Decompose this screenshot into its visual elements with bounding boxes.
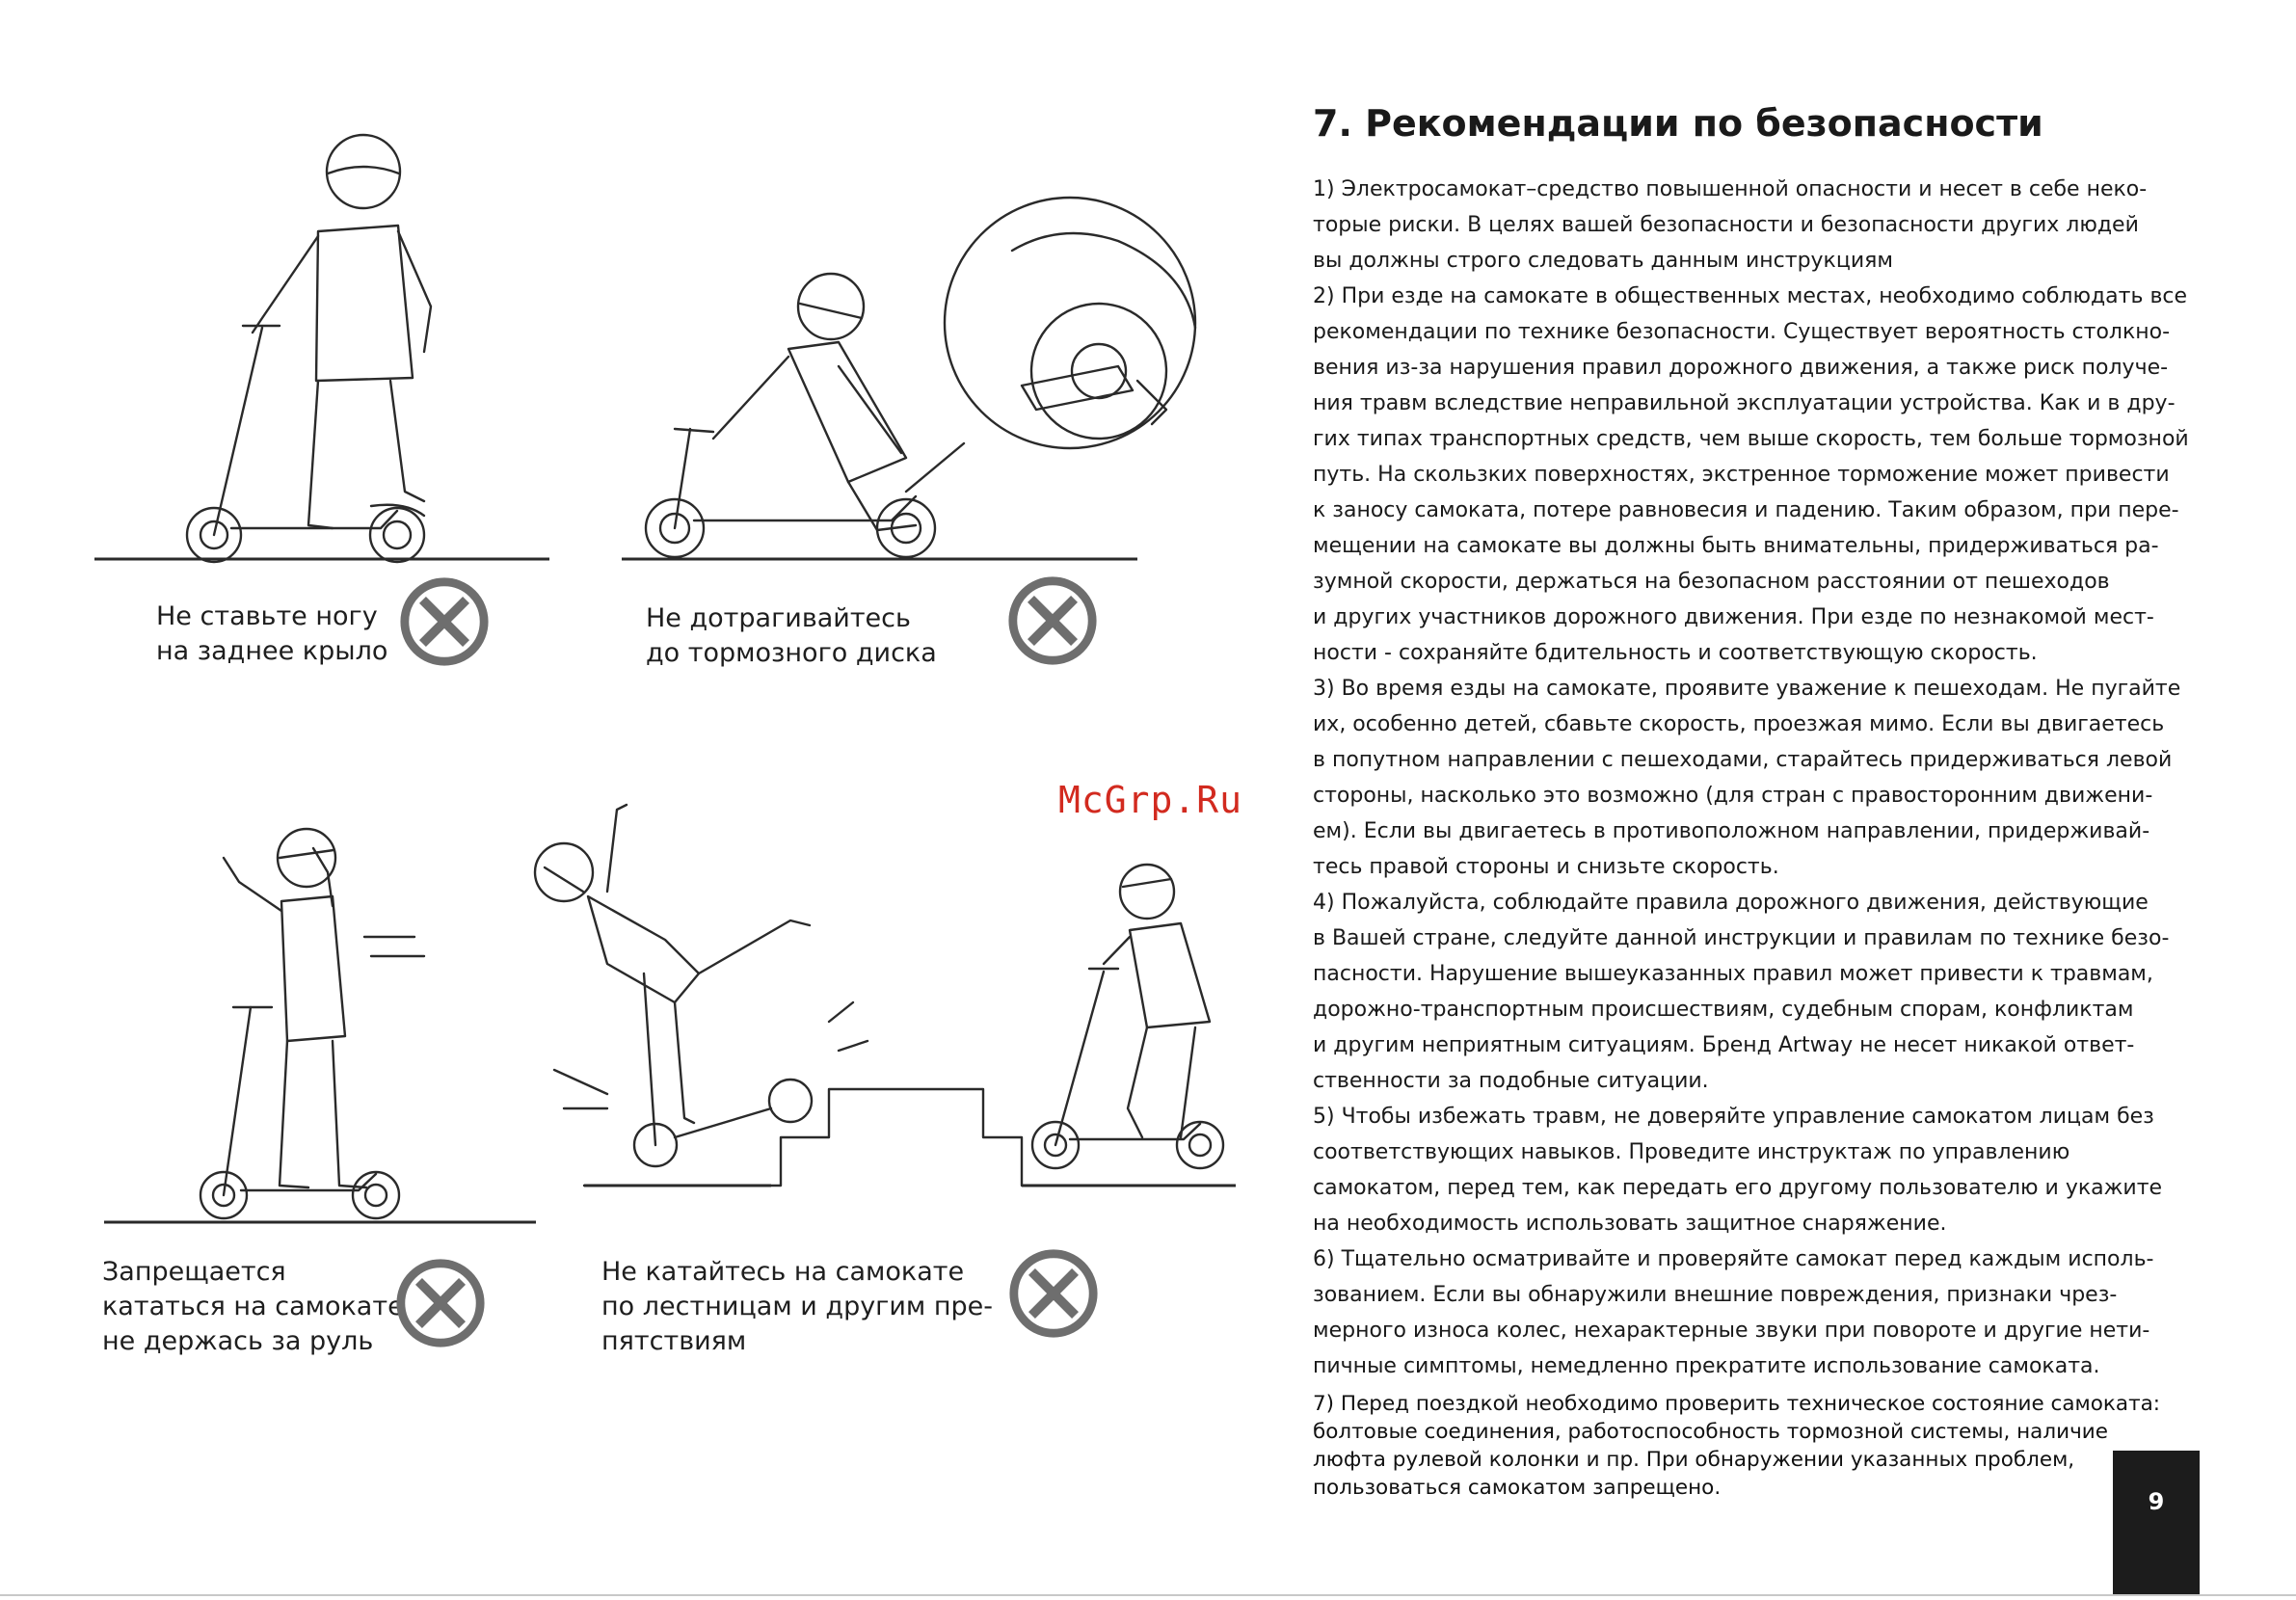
caption-line: Не катайтесь на самокате <box>601 1257 965 1287</box>
body-line: к заносу самоката, потере равновесия и падению. Таким образом, при пере- <box>1313 498 2179 522</box>
prohibited-icon <box>393 1256 488 1350</box>
body-line: пичные симптомы, немедленно прекратите использование самоката. <box>1313 1354 2100 1378</box>
body-line: и другим неприятным ситуациям. Бренд Artway не несет никакой ответ- <box>1313 1033 2135 1057</box>
caption-line: по лестницам и другим пре- <box>601 1292 994 1321</box>
page-number: 9 <box>2113 1451 2200 1596</box>
body-line: пользоваться самокатом запрещено. <box>1313 1476 1722 1500</box>
body-line: ственности за подобные ситуации. <box>1313 1069 1709 1093</box>
body-line: ем). Если вы двигаетесь в противоположном направлении, придерживай- <box>1313 819 2150 843</box>
illustration-stairs <box>535 805 1223 1186</box>
body-line: 3) Во время езды на самокате, проявите уважение к пешеходам. Не пугайте <box>1313 677 2181 701</box>
body-line: зумной скорости, держаться на безопасном расстоянии от пешеходов <box>1313 570 2110 594</box>
body-line: соответствующих навыков. Проведите инструктаж по управлению <box>1313 1140 2070 1164</box>
safety-section <box>1313 96 2189 1502</box>
caption-line: на заднее крыло <box>156 636 388 666</box>
caption-line: пятствиям <box>601 1326 747 1356</box>
body-line: и других участников дорожного движения. При езде по незнакомой мест- <box>1313 605 2154 629</box>
body-line: гих типах транспортных средств, чем выше скорость, тем больше тормозной <box>1313 427 2189 451</box>
prohibited-icon <box>1006 1246 1101 1341</box>
body-line: ности - сохраняйте бдительность и соответствующую скорость. <box>1313 641 2038 665</box>
caption-line: Запрещается <box>102 1257 286 1287</box>
illustration-brake-disc <box>646 198 1195 557</box>
body-line: зованием. Если вы обнаружили внешние повреждения, признаки чрез- <box>1313 1283 2118 1307</box>
caption-line: Не ставьте ногу <box>156 601 378 631</box>
body-line: вы должны строго следовать данным инструкциям <box>1313 249 1893 273</box>
body-line: болтовые соединения, работоспособность тормозной системы, наличие <box>1313 1420 2108 1444</box>
caption-no-hands <box>102 1255 404 1359</box>
section-last-paragraph <box>1313 1390 2180 1502</box>
body-line: 1) Электросамокат–средство повышенной опасности и несет в себе неко- <box>1313 177 2148 201</box>
body-line: 6) Тщательно осматривайте и проверяйте самокат перед каждым исполь- <box>1313 1247 2154 1271</box>
illustration-no-hands <box>200 829 424 1218</box>
body-line: 4) Пожалуйста, соблюдайте правила дорожного движения, действующие <box>1313 891 2149 915</box>
body-line: их, особенно детей, сбавьте скорость, проезжая мимо. Если вы двигаетесь <box>1313 712 2165 736</box>
caption-foot-on-fender <box>156 600 387 669</box>
body-line: тесь правой стороны и снизьте скорость. <box>1313 855 1779 879</box>
body-line: мерного износа колес, нехарактерные звуки при повороте и другие нети- <box>1313 1319 2150 1343</box>
prohibited-icon <box>397 574 492 669</box>
body-line: самокатом, перед тем, как передать его другому пользователю и укажите <box>1313 1176 2163 1200</box>
body-line: на необходимость использовать защитное снаряжение. <box>1313 1212 1947 1236</box>
body-line: путь. На скользких поверхностях, экстренное торможение может привести <box>1313 463 2170 487</box>
body-line: люфта рулевой колонки и пр. При обнаружении указанных проблем, <box>1313 1448 2075 1472</box>
body-line: стороны, насколько это возможно (для стран с правосторонним движени- <box>1313 784 2153 808</box>
body-line: рекомендации по технике безопасности. Существует вероятность столкно- <box>1313 320 2171 344</box>
body-line: пасности. Нарушение вышеуказанных правил может привести к травмам, <box>1313 962 2153 986</box>
section-body <box>1313 172 2189 1384</box>
body-line: в попутном направлении с пешеходами, старайтесь придерживаться левой <box>1313 748 2173 772</box>
section-title: 7. Рекомендации по безопасности <box>1313 102 2043 145</box>
prohibited-icon <box>1005 573 1100 668</box>
watermark: McGrp.Ru <box>1058 779 1243 821</box>
caption-line: Не дотрагивайтесь <box>646 603 911 633</box>
caption-stairs <box>601 1255 993 1359</box>
caption-line: кататься на самокате <box>102 1292 404 1321</box>
body-line: дорожно-транспортным происшествиям, судебным спорам, конфликтам <box>1313 998 2134 1022</box>
body-line: мещении на самокате вы должны быть внимательны, придерживаться ра- <box>1313 534 2159 558</box>
caption-brake-disc <box>646 601 937 671</box>
body-line: вения из-за нарушения правил дорожного движения, а также риск получе- <box>1313 356 2169 380</box>
body-line: 5) Чтобы избежать травм, не доверяйте управление самокатом лицам без <box>1313 1105 2154 1129</box>
body-line: в Вашей стране, следуйте данной инструкции и правилам по технике безо- <box>1313 926 2170 950</box>
body-line: 7) Перед поездкой необходимо проверить техническое состояние самоката: <box>1313 1392 2161 1416</box>
illustration-foot-on-fender <box>187 135 431 562</box>
body-line: торые риски. В целях вашей безопасности и безопасности других людей <box>1313 213 2139 237</box>
body-line: 2) При езде на самокате в общественных местах, необходимо соблюдать все <box>1313 284 2188 308</box>
caption-line: до тормозного диска <box>646 638 937 668</box>
caption-line: не держась за руль <box>102 1326 374 1356</box>
body-line: ния травм вследствие неправильной эксплуатации устройства. Как и в дру- <box>1313 391 2176 415</box>
